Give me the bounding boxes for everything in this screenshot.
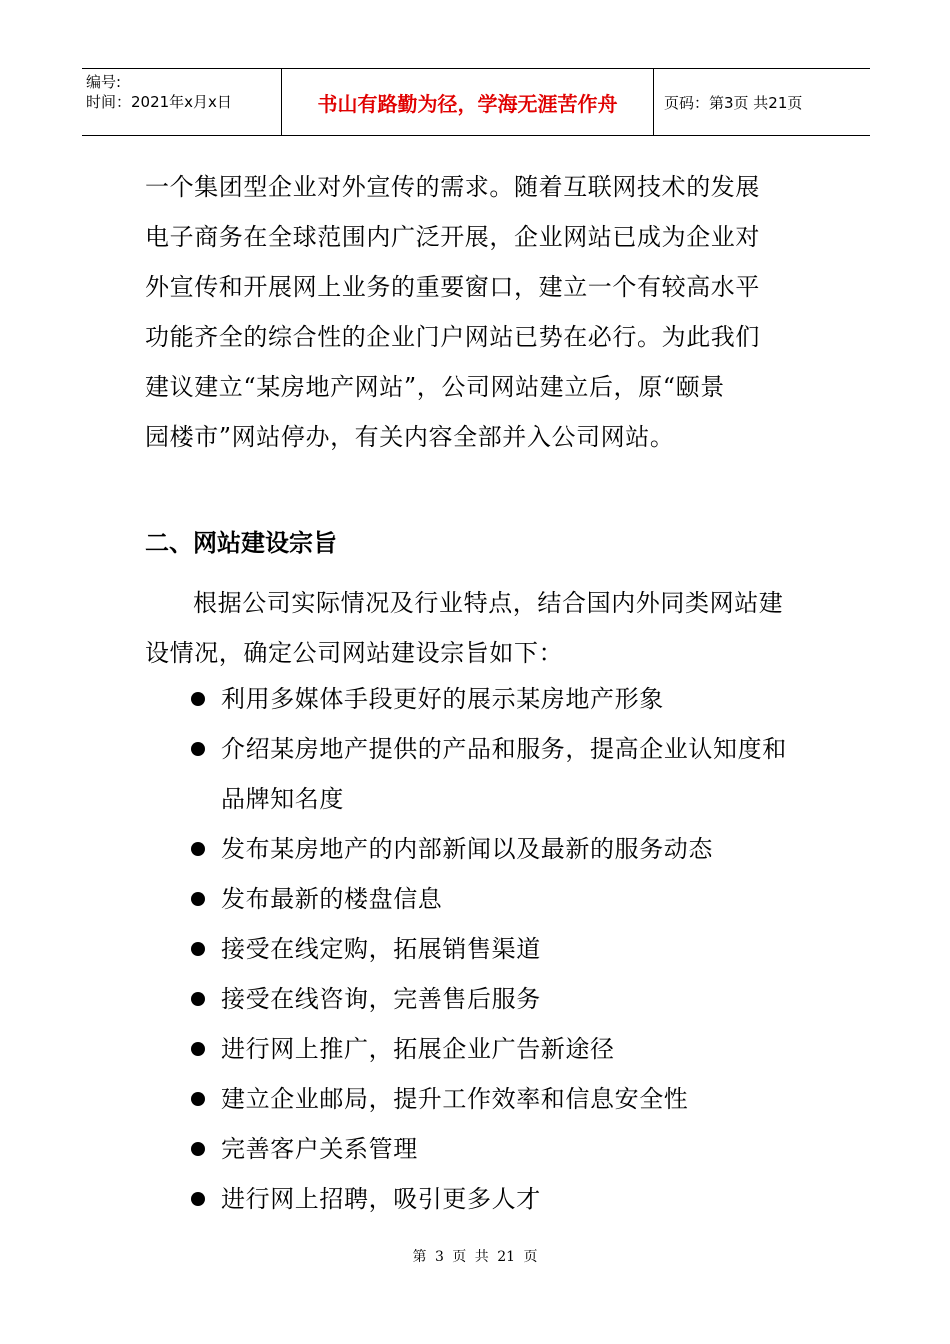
list-item-text: 进行网上推广，拓展企业广告新途径 bbox=[221, 1035, 615, 1063]
section-paragraph bbox=[145, 578, 807, 678]
list-item-text: 发布最新的楼盘信息 bbox=[221, 885, 443, 913]
list-item bbox=[145, 724, 807, 824]
list-item-text: 利用多媒体手段更好的展示某房地产形象 bbox=[221, 685, 664, 713]
header-page-info: 页码：第3页 共21页 bbox=[664, 93, 803, 112]
bullet-dot-icon bbox=[191, 1192, 205, 1206]
list-item bbox=[145, 824, 807, 874]
list-item-text: 接受在线咨询，完善售后服务 bbox=[221, 985, 541, 1013]
intro-line: 一个集团型企业对外宣传的需求。随着互联网技术的发展 bbox=[145, 173, 760, 201]
list-item bbox=[145, 1174, 807, 1224]
section-heading: 二、网站建设宗旨 bbox=[145, 529, 337, 557]
list-item bbox=[145, 974, 807, 1024]
purpose-list bbox=[145, 674, 807, 1224]
header-meta-cell bbox=[82, 69, 282, 135]
intro-line: 建议建立“某房地产网站”，公司网站建立后，原“颐景 bbox=[145, 373, 725, 401]
document-date: 时间：2021年x月x日 bbox=[86, 93, 232, 111]
list-item bbox=[145, 674, 807, 724]
list-item bbox=[145, 924, 807, 974]
list-item-text: 介绍某房地产提供的产品和服务，提高企业认知度和品牌知名度 bbox=[221, 735, 787, 813]
bullet-dot-icon bbox=[191, 692, 205, 706]
header-motto-cell bbox=[282, 69, 654, 135]
section-line: 设情况，确定公司网站建设宗旨如下： bbox=[145, 639, 564, 667]
header-motto: 书山有路勤为径，学海无涯苦作舟 bbox=[317, 91, 618, 116]
list-item-text: 进行网上招聘，吸引更多人才 bbox=[221, 1185, 541, 1213]
bullet-dot-icon bbox=[191, 842, 205, 856]
intro-line: 电子商务在全球范围内广泛开展，企业网站已成为企业对 bbox=[145, 223, 760, 251]
list-item-text: 接受在线定购，拓展销售渠道 bbox=[221, 935, 541, 963]
header-page-cell bbox=[654, 69, 870, 135]
list-item bbox=[145, 1124, 807, 1174]
bullet-dot-icon bbox=[191, 1142, 205, 1156]
page-footer bbox=[0, 1246, 950, 1266]
bullet-dot-icon bbox=[191, 942, 205, 956]
list-item bbox=[145, 1074, 807, 1124]
intro-paragraph bbox=[145, 162, 807, 462]
list-item-text: 发布某房地产的内部新闻以及最新的服务动态 bbox=[221, 835, 713, 863]
bullet-dot-icon bbox=[191, 892, 205, 906]
section-line: 根据公司实际情况及行业特点，结合国内外同类网站建 bbox=[193, 589, 784, 617]
list-item-text: 建立企业邮局，提升工作效率和信息安全性 bbox=[221, 1085, 689, 1113]
intro-line: 园楼市”网站停办，有关内容全部并入公司网站。 bbox=[145, 423, 675, 451]
bullet-dot-icon bbox=[191, 1092, 205, 1106]
footer-page-number: 第 3 页 共 21 页 bbox=[412, 1249, 538, 1265]
intro-line: 功能齐全的综合性的企业门户网站已势在必行。为此我们 bbox=[145, 323, 760, 351]
bullet-dot-icon bbox=[191, 742, 205, 756]
intro-line: 外宣传和开展网上业务的重要窗口，建立一个有较高水平 bbox=[145, 273, 760, 301]
list-item bbox=[145, 874, 807, 924]
bullet-dot-icon bbox=[191, 1042, 205, 1056]
list-item bbox=[145, 1024, 807, 1074]
bullet-dot-icon bbox=[191, 992, 205, 1006]
header-table bbox=[82, 68, 870, 136]
document-number-label: 编号: bbox=[86, 73, 122, 91]
list-item-text: 完善客户关系管理 bbox=[221, 1135, 418, 1163]
